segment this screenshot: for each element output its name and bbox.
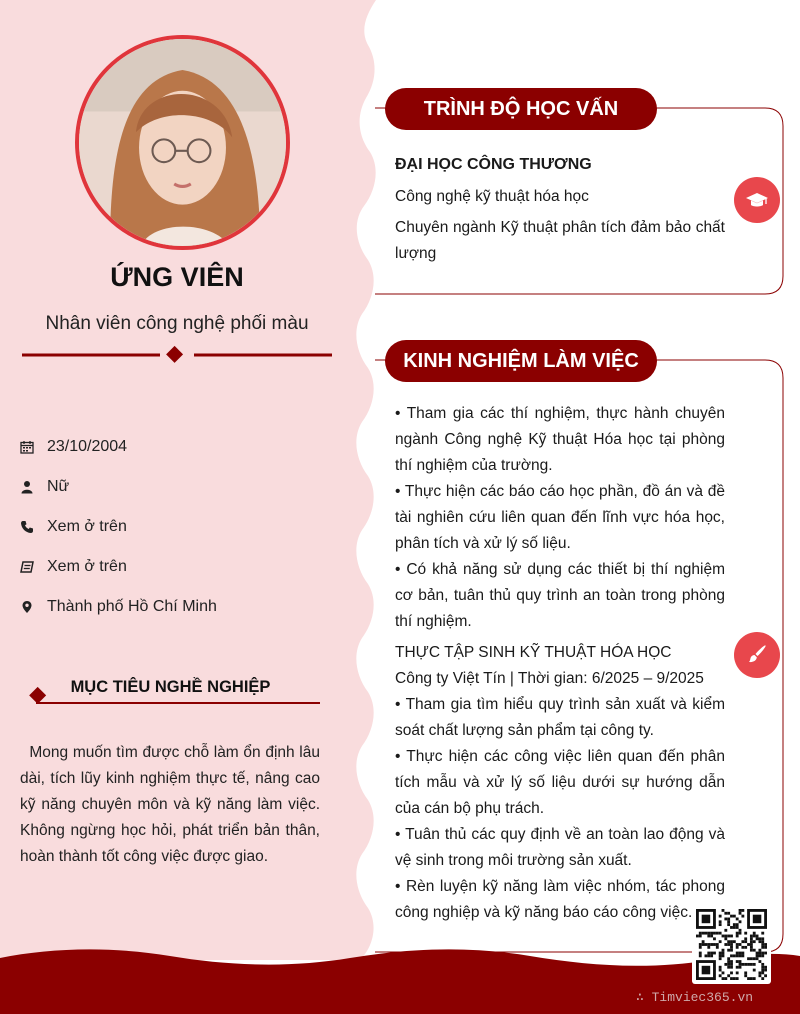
location-pin-icon [20, 600, 34, 614]
calendar-icon [20, 440, 34, 454]
education-major: Công nghệ kỹ thuật hóa học [395, 188, 589, 205]
candidate-role: Nhân viên công nghệ phối màu [45, 313, 309, 334]
contact-phone [20, 516, 127, 538]
person-icon [20, 480, 34, 494]
phone-icon [20, 520, 34, 534]
education-school: ĐẠI HỌC CÔNG THƯƠNG [395, 156, 592, 173]
contact-address [20, 596, 217, 618]
candidate-name: ỨNG VIÊN [110, 262, 244, 292]
graduation-cap-icon [745, 188, 769, 212]
education-specialization: Chuyên ngành Kỹ thuật phân tích đảm bảo chất lượng [395, 219, 725, 262]
experience-bullet: • Tham gia các thí nghiệm, thực hành chuyên ngành Công nghệ Kỹ thuật Hóa học tại phòng thí nghiệm của trường. [395, 405, 725, 474]
experience-bullet: • Thực hiện các báo cáo học phần, đồ án và đề tài nghiên cứu liên quan đến lĩnh vực hóa học, phân tích và xử lý số liệu. [395, 483, 725, 552]
qr-code-image [696, 909, 767, 980]
contact-gender [20, 476, 69, 498]
name-divider [22, 344, 332, 366]
education-content [395, 152, 725, 267]
experience-bullet: • Tham gia tìm hiểu quy trình sản xuất và kiểm soát chất lượng sản phẩm tại công ty. [395, 696, 725, 739]
job-meta: Công ty Việt Tín | Thời gian: 6/2025 – 9/2025 [395, 670, 704, 687]
avatar [75, 35, 290, 250]
experience-internship [395, 640, 725, 926]
email-icon [20, 560, 34, 574]
experience-section-title: KINH NGHIỆM LÀM VIỆC [385, 340, 657, 382]
experience-icon-badge [734, 632, 780, 678]
contact-value: Nữ [47, 478, 70, 495]
experience-academic-list [395, 401, 725, 635]
objective-text [20, 740, 320, 870]
education-icon-badge [734, 177, 780, 223]
experience-bullet: • Có khả năng sử dụng các thiết bị thí nghiệm cơ bản, tuân thủ quy trình an toàn trong phòng thí nghiệm. [395, 561, 725, 630]
experience-bullet: • Tuân thủ các quy định về an toàn lao động và vệ sinh trong môi trường sản xuất. [395, 826, 725, 869]
contact-value: Xem ở trên [47, 558, 127, 575]
education-section-title: TRÌNH ĐỘ HỌC VẤN [385, 88, 657, 130]
contact-value: 23/10/2004 [47, 438, 128, 455]
experience-bullet: • Thực hiện các công việc liên quan đến phân tích mẫu và xử lý số liệu dưới sự hướng dẫn của cán bộ phụ trách. [395, 748, 725, 817]
avatar-portrait-image [79, 39, 286, 246]
contact-email [20, 556, 127, 578]
paintbrush-icon [745, 643, 769, 667]
contact-birthdate [20, 436, 127, 458]
contact-value: Thành phố Hồ Chí Minh [47, 598, 217, 615]
experience-bullet: • Rèn luyện kỹ năng làm việc nhóm, tác phong công nghiệp và kỹ năng báo cáo công việc. [395, 878, 725, 921]
objective-body: Mong muốn tìm được chỗ làm ổn định lâu dài, tích lũy kinh nghiệm thực tế, nâng cao kỹ năng chuyên môn và kỹ năng làm việc. Không ngừng học hỏi, phát triển bản thân, hoàn thành tốt công việc được giao. [20, 744, 320, 865]
contact-value: Xem ở trên [47, 518, 127, 535]
job-title: THỰC TẬP SINH KỸ THUẬT HÓA HỌC [395, 644, 672, 661]
objective-title: MỤC TIÊU NGHỀ NGHIỆP [70, 678, 271, 696]
footer-watermark: ∴ Timviec365.vn [636, 990, 754, 1005]
qr-code[interactable] [692, 905, 771, 984]
